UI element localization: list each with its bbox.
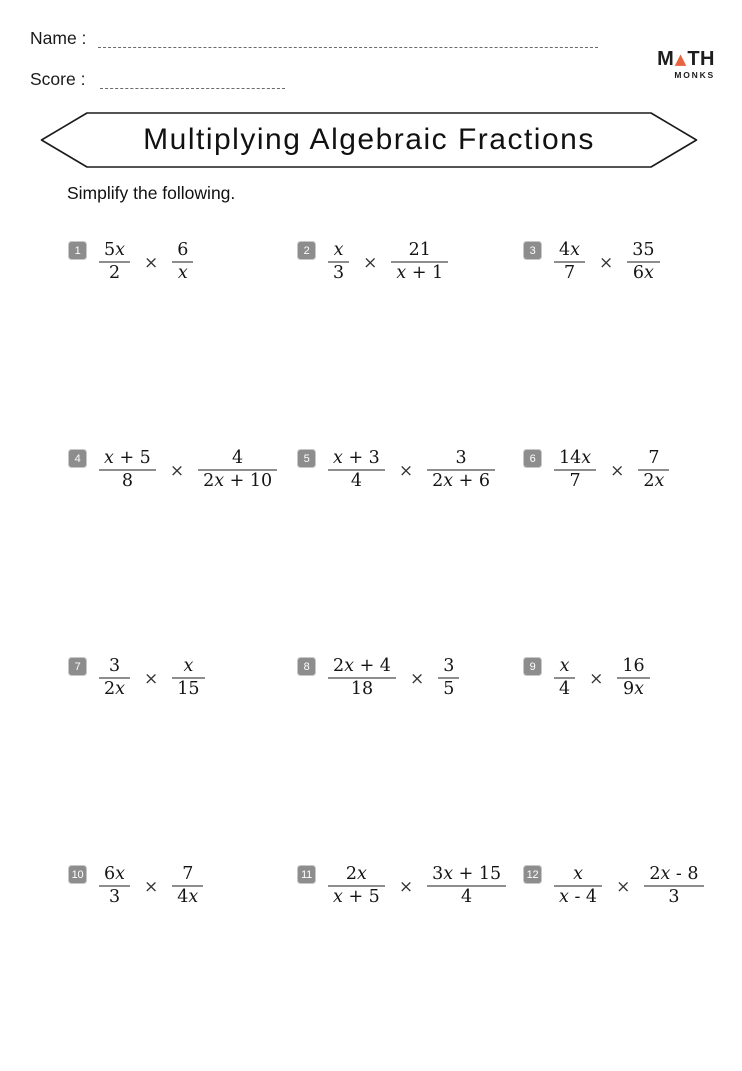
fraction bbox=[172, 240, 193, 284]
problem bbox=[523, 447, 669, 493]
fraction bbox=[554, 656, 575, 700]
fraction bbox=[644, 864, 703, 908]
fraction bbox=[638, 448, 669, 492]
fraction-denominator: 5 bbox=[443, 678, 455, 699]
fraction bbox=[554, 864, 602, 908]
fraction-numerator: 16 bbox=[622, 656, 645, 677]
times-operator: × bbox=[144, 669, 159, 689]
fraction bbox=[172, 656, 204, 700]
fraction-numerator: 7 bbox=[182, 864, 194, 885]
name-label: Name : bbox=[30, 28, 87, 48]
score-input-line bbox=[100, 73, 285, 89]
fraction-denominator: 15 bbox=[177, 678, 200, 699]
fraction-numerator: 2x bbox=[345, 864, 367, 885]
fraction-denominator: 18 bbox=[350, 678, 374, 699]
problem bbox=[297, 447, 495, 493]
title-banner bbox=[40, 111, 698, 169]
fraction bbox=[554, 240, 585, 284]
fraction bbox=[328, 656, 396, 700]
problem bbox=[68, 655, 205, 701]
fraction bbox=[617, 656, 649, 700]
fraction-numerator: 35 bbox=[632, 240, 655, 261]
fraction-denominator: x - 4 bbox=[559, 886, 598, 907]
logo-wordmark bbox=[657, 50, 715, 69]
fraction bbox=[391, 240, 448, 284]
problems-grid bbox=[68, 239, 698, 1071]
worksheet-title: Multiplying Algebraic Fractions bbox=[143, 123, 595, 156]
fraction-numerator: 6x bbox=[104, 864, 126, 885]
instruction-text: Simplify the following. bbox=[67, 183, 236, 203]
fraction bbox=[99, 864, 130, 908]
fraction-numerator: 2x + 4 bbox=[333, 656, 391, 677]
times-operator: × bbox=[409, 669, 425, 689]
fraction-denominator: 3 bbox=[668, 886, 680, 907]
problem bbox=[297, 863, 506, 909]
fraction-numerator: 14x bbox=[559, 448, 592, 469]
fraction-denominator: 2x bbox=[643, 470, 665, 491]
fraction bbox=[99, 656, 130, 700]
fraction-numerator: x bbox=[573, 864, 583, 885]
fraction-denominator: 2x bbox=[104, 678, 126, 699]
logo-letters-th: TH bbox=[687, 48, 715, 70]
times-operator: × bbox=[398, 877, 414, 897]
fraction-denominator: 3 bbox=[333, 262, 345, 283]
problem bbox=[68, 863, 203, 909]
problem bbox=[68, 239, 193, 285]
problem bbox=[68, 447, 277, 493]
fraction bbox=[328, 864, 385, 908]
problem bbox=[297, 655, 459, 701]
fraction-denominator: x + 5 bbox=[333, 886, 380, 907]
problem-number-badge: 5 bbox=[297, 449, 316, 468]
fraction-denominator: x + 1 bbox=[396, 262, 444, 283]
times-operator: × bbox=[616, 877, 631, 897]
fraction bbox=[627, 240, 659, 284]
problem bbox=[523, 863, 704, 909]
problem-number-badge: 11 bbox=[297, 865, 316, 884]
problem-number-badge: 1 bbox=[68, 241, 87, 260]
fraction-numerator: 21 bbox=[408, 240, 431, 261]
fraction-numerator: 2x - 8 bbox=[649, 864, 699, 885]
fraction-denominator: 2x + 6 bbox=[432, 470, 491, 491]
problem bbox=[523, 655, 650, 701]
fraction-numerator: x + 3 bbox=[333, 448, 380, 469]
times-operator: × bbox=[144, 877, 159, 897]
problem-number-badge: 4 bbox=[68, 449, 87, 468]
fraction-numerator: 6 bbox=[177, 240, 189, 261]
fraction-numerator: x bbox=[183, 656, 194, 677]
problem-number-badge: 6 bbox=[523, 449, 542, 468]
problem-number-badge: 12 bbox=[523, 865, 542, 884]
fraction-numerator: 4x bbox=[559, 240, 581, 261]
problem-number-badge: 8 bbox=[297, 657, 316, 676]
problem-number-badge: 10 bbox=[68, 865, 87, 884]
fraction-denominator: x bbox=[177, 262, 188, 283]
score-label: Score : bbox=[30, 69, 86, 89]
problem-number-badge: 7 bbox=[68, 657, 87, 676]
problem bbox=[297, 239, 448, 285]
triangle-icon: ▲ bbox=[674, 50, 687, 68]
fraction-denominator: 4 bbox=[559, 678, 571, 699]
fraction-denominator: 4x bbox=[177, 886, 199, 907]
times-operator: × bbox=[363, 253, 378, 273]
problem-number-badge: 3 bbox=[523, 241, 542, 260]
fraction-numerator: 3 bbox=[108, 656, 121, 677]
fraction-numerator: 3 bbox=[443, 656, 455, 677]
times-operator: × bbox=[610, 461, 625, 481]
problem-number-badge: 9 bbox=[523, 657, 542, 676]
times-operator: × bbox=[398, 461, 414, 481]
fraction-numerator: 7 bbox=[648, 448, 660, 469]
times-operator: × bbox=[169, 461, 185, 481]
fraction-denominator: 8 bbox=[121, 470, 133, 491]
fraction bbox=[554, 448, 596, 492]
fraction-denominator: 4 bbox=[350, 470, 362, 491]
fraction-denominator: 9x bbox=[623, 678, 645, 699]
problem bbox=[523, 239, 660, 285]
fraction-denominator: 7 bbox=[563, 262, 576, 283]
fraction-numerator: x bbox=[559, 656, 570, 677]
name-input-line bbox=[98, 32, 598, 48]
times-operator: × bbox=[589, 669, 604, 689]
fraction-numerator: 4 bbox=[232, 448, 244, 469]
fraction bbox=[427, 448, 495, 492]
fraction bbox=[198, 448, 277, 492]
logo-letter-m: M bbox=[657, 48, 675, 70]
fraction-denominator: 2 bbox=[108, 262, 121, 283]
fraction-numerator: 3 bbox=[455, 448, 467, 469]
fraction-numerator: 3x + 15 bbox=[432, 864, 502, 885]
fraction bbox=[99, 240, 130, 284]
fraction-denominator: 4 bbox=[461, 886, 473, 907]
fraction bbox=[99, 448, 156, 492]
fraction-numerator: x bbox=[333, 240, 344, 261]
fraction bbox=[328, 240, 349, 284]
times-operator: × bbox=[599, 253, 614, 273]
fraction-denominator: 6x bbox=[632, 262, 654, 283]
math-monks-logo bbox=[657, 50, 715, 80]
fraction-numerator: x + 5 bbox=[104, 448, 151, 469]
fraction bbox=[328, 448, 385, 492]
fraction-denominator: 2x + 10 bbox=[203, 470, 273, 491]
problem-number-badge: 2 bbox=[297, 241, 316, 260]
fraction bbox=[438, 656, 459, 700]
fraction-numerator: 5x bbox=[104, 240, 126, 261]
fraction-denominator: 3 bbox=[108, 886, 121, 907]
times-operator: × bbox=[144, 253, 159, 273]
fraction bbox=[427, 864, 506, 908]
logo-monks-text: MONKS bbox=[674, 70, 715, 80]
fraction-denominator: 7 bbox=[569, 470, 581, 491]
fraction bbox=[172, 864, 203, 908]
